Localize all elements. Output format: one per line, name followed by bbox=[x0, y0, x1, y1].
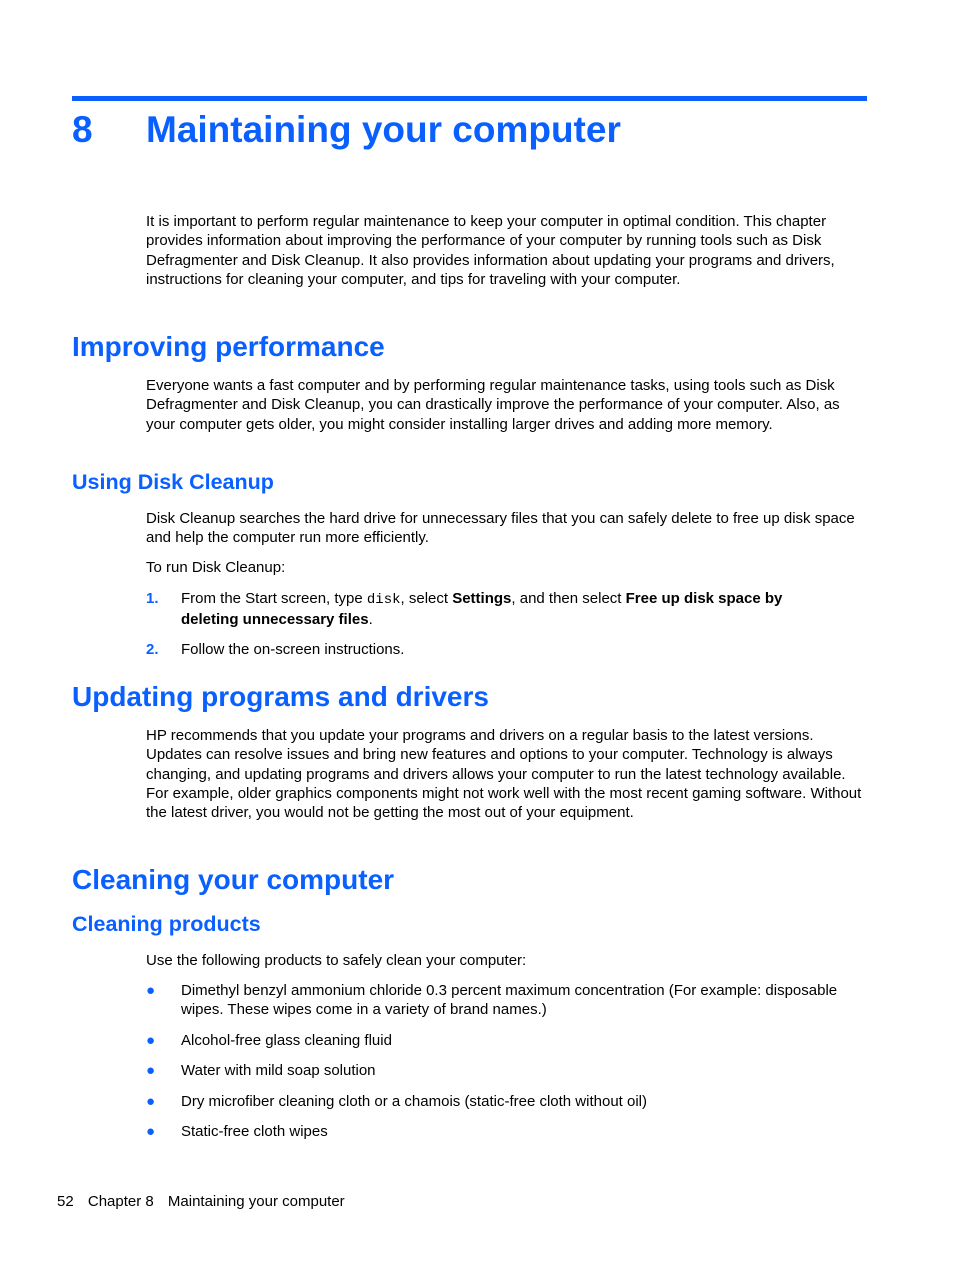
chapter-rule bbox=[72, 96, 867, 101]
heading-updating-programs: Updating programs and drivers bbox=[72, 681, 489, 712]
bullet-text: Alcohol-free glass cleaning fluid bbox=[181, 1032, 392, 1049]
step-number: 2. bbox=[146, 641, 159, 658]
bullet-text: Static-free cloth wipes bbox=[181, 1123, 328, 1140]
improving-paragraph: Everyone wants a fast computer and by performing regular maintenance tasks, using tools such as Disk Defragmenter and Disk Cleanup, you can drastically improve the performance of your computer. Also, as your computer gets older, you might consider installing larger drives and adding more memory. bbox=[146, 377, 840, 433]
bullet-icon: ● bbox=[146, 1093, 156, 1110]
step-number: 1. bbox=[146, 590, 159, 607]
bullet-text: Water with mild soap solution bbox=[181, 1062, 376, 1079]
list-item bbox=[146, 1092, 868, 1112]
bold-free-up-disk-space: Free up disk space by deleting unnecessary files bbox=[181, 590, 783, 629]
list-item bbox=[146, 589, 868, 629]
chapter-number: 8 bbox=[72, 109, 93, 150]
bold-settings: Settings bbox=[452, 590, 512, 607]
list-item bbox=[146, 981, 868, 1021]
intro-paragraph: It is important to perform regular maintenance to keep your computer in optimal condition. This chapter provides information about improving the performance of your computer by running tools such as Disk Defragmenter and Disk Cleanup. It also provides information about updating your programs and drivers, instructions for cleaning your computer, and tips for traveling with your computer. bbox=[146, 213, 835, 288]
list-item bbox=[146, 1061, 868, 1081]
bullet-icon: ● bbox=[146, 1062, 156, 1079]
step-text: Follow the on-screen instructions. bbox=[181, 641, 405, 658]
page-number: 52 bbox=[57, 1193, 74, 1210]
chapter-title: Maintaining your computer bbox=[146, 109, 621, 150]
heading-improving-performance: Improving performance bbox=[72, 331, 385, 362]
step-text: From the Start screen, type disk, select Settings, and then select Free up disk space by deleting unnecessary files. bbox=[181, 590, 783, 629]
list-item bbox=[146, 640, 868, 660]
disk-cleanup-paragraph: Disk Cleanup searches the hard drive for unnecessary files that you can safely delete to free up disk space and help the computer run more efficiently. bbox=[146, 510, 855, 547]
list-item bbox=[146, 1122, 868, 1142]
footer-chapter: Chapter 8 bbox=[87, 1193, 154, 1210]
disk-cleanup-lead: To run Disk Cleanup: bbox=[146, 559, 286, 576]
cleaning-lead: Use the following products to safely clean your computer: bbox=[146, 952, 527, 969]
heading-cleaning-products: Cleaning products bbox=[72, 912, 261, 936]
list-item bbox=[146, 1031, 868, 1051]
footer-title: Maintaining your computer bbox=[167, 1193, 345, 1210]
bullet-text: Dimethyl benzyl ammonium chloride 0.3 percent maximum concentration (For example: disposable wipes. These wipes come in a variety of brand names.) bbox=[181, 982, 838, 1019]
heading-using-disk-cleanup: Using Disk Cleanup bbox=[72, 470, 274, 494]
bullet-icon: ● bbox=[146, 1032, 156, 1049]
bullet-icon: ● bbox=[146, 982, 156, 999]
bullet-icon: ● bbox=[146, 1123, 156, 1140]
inline-code: disk bbox=[366, 592, 401, 608]
page-footer bbox=[57, 1192, 355, 1211]
heading-cleaning-computer: Cleaning your computer bbox=[72, 864, 395, 895]
bullet-text: Dry microfiber cleaning cloth or a chamois (static-free cloth without oil) bbox=[181, 1093, 648, 1110]
updating-paragraph: HP recommends that you update your programs and drivers on a regular basis to the latest versions. Updates can resolve issues and bring new features and options to your computer. Technology is always changing, and updating programs and drivers allows your computer to run the latest technology available. For example, older graphics components might not work well with the most recent gaming software. Without the latest driver, you would not be getting the most out of your equipment. bbox=[146, 727, 862, 822]
